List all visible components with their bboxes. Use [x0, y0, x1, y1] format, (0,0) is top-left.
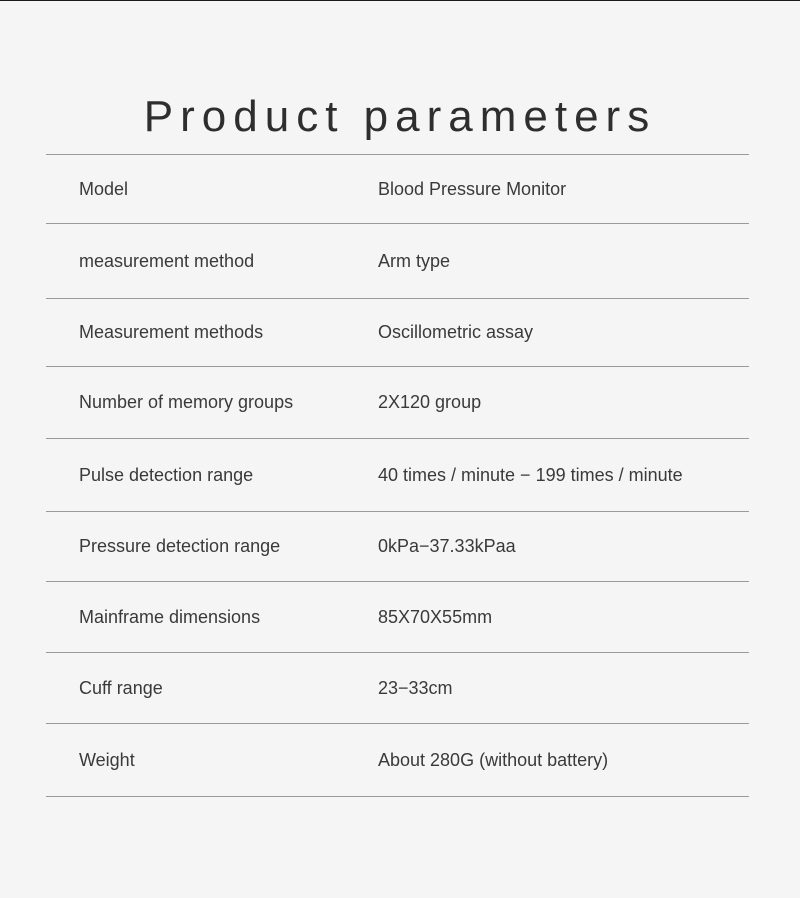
parameter-value: About 280G (without battery) [378, 749, 609, 770]
table-row [46, 367, 749, 439]
table-row [46, 512, 749, 582]
table-row [46, 582, 749, 653]
parameter-label: Pressure detection range [79, 536, 281, 556]
parameter-value: 85X70X55mm [378, 606, 493, 627]
parameter-value: Blood Pressure Monitor [378, 178, 567, 199]
parameters-table [46, 154, 749, 797]
table-row [46, 299, 749, 367]
top-border-line [0, 0, 800, 1]
table-row [46, 439, 749, 512]
table-row [46, 724, 749, 797]
parameter-label: Weight [79, 749, 135, 770]
parameter-label: Cuff range [79, 677, 163, 698]
parameter-label: Measurement methods [79, 322, 264, 342]
parameter-value: Arm type [378, 250, 451, 271]
parameter-label: Model [79, 178, 129, 199]
parameter-label: Number of memory groups [79, 392, 294, 412]
table-row [46, 653, 749, 724]
parameter-label: Pulse detection range [79, 464, 254, 485]
parameter-value: 0kPa−37.33kPaa [378, 536, 516, 556]
table-row [46, 155, 749, 224]
table-row [46, 224, 749, 299]
parameter-value: 2X120 group [378, 392, 482, 412]
parameter-label: Mainframe dimensions [79, 606, 261, 627]
parameter-value: 23−33cm [378, 677, 453, 698]
parameter-label: measurement method [79, 250, 255, 271]
parameter-value: 40 times / minute − 199 times / minute [378, 464, 683, 485]
page-title: Product parameters [143, 92, 657, 142]
parameter-value: Oscillometric assay [378, 322, 534, 342]
